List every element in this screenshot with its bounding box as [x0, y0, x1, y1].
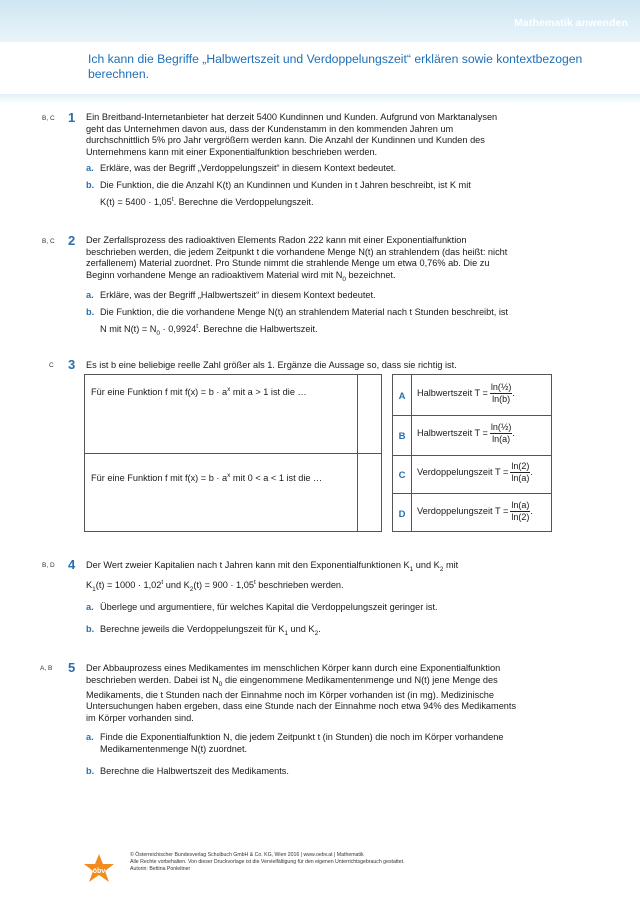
- task-5a-label: a.: [86, 732, 94, 742]
- option-a[interactable]: Halbwertszeit T = $\frac{\text{ln(½)}}{\ln(b)}$ .: [417, 382, 515, 404]
- task-4-line2: $K_1(t) = 1000 \cdot 1,02^t$ und $K_2(t) = 900 \cdot 1,05^t$ beschrieben werden.: [86, 579, 344, 593]
- task-1b-formula: $K(t) = 5400 \cdot 1,05^t$. Berechne die Verdoppelungszeit.: [100, 196, 314, 208]
- task-5-tags: A, B: [40, 665, 53, 672]
- task-5a-text: Finde die Exponentialfunktion N, die jedem Zeitpunkt t (in Stunden) die noch im Körper vorhandene Medikamentenmenge N(t) zuordnet.: [100, 732, 504, 754]
- task-2-tags: B, C: [42, 238, 55, 245]
- task-2b-formula: N mit $N(t) = N_0 \cdot 0,9924^t$. Berechne die Halbwertszeit.: [100, 323, 318, 337]
- task-3-tags: C: [49, 362, 54, 369]
- answer-slot-1[interactable]: [362, 379, 376, 449]
- statement-2: Für eine Funktion f mit $f(x) = b \cdot a^x$ mit 0 < a < 1 ist die …: [91, 472, 323, 484]
- option-a-letter: A: [398, 391, 406, 402]
- task-1-text: Ein Breitband-Internetanbieter hat derzeit 5400 Kundinnen und Kunden. Aufgrund von Marktanalysen geht das Unternehmen davon aus, dass der Kundenstamm in den kommenden Jahren um durchschnittlich 5% pro Jahr vergrößern werden kann. Die Anzahl der Kundinnen und Kunden des Unternehmens kann mit einer Exponentialfunktion beschrieben werden.: [86, 112, 498, 157]
- option-d-letter: D: [398, 509, 406, 520]
- task-5-number: 5: [68, 660, 76, 675]
- task-4b-text: Berechne jeweils die Verdoppelungszeit für $K_1$ und $K_2$.: [100, 624, 321, 637]
- header-label: Mathematik anwenden: [514, 17, 628, 29]
- answer-slot-2[interactable]: [362, 458, 376, 528]
- task-4a-text: Überlege und argumentiere, für welches Kapital die Verdoppelungszeit geringer ist.: [100, 602, 438, 612]
- option-c-letter: C: [398, 470, 406, 481]
- task-4-line1: Der Wert zweier Kapitalien nach t Jahren kann mit den Exponentialfunktionen $K_1$ und $K_2$ mit: [86, 560, 459, 573]
- task-2b-text: Die Funktion, die die vorhandene Menge N(t) an strahlendem Material nach t Stunden beschreibt, ist: [100, 307, 509, 317]
- task-2-number: 2: [68, 233, 76, 248]
- option-c[interactable]: Verdoppelungszeit T = $\frac{\ln(2)}{\ln(a)}$ .: [417, 461, 533, 483]
- task-1-number: 1: [68, 110, 76, 125]
- separator-band: [0, 94, 640, 104]
- task-1a-label: a.: [86, 163, 94, 173]
- task-2b-label: b.: [86, 307, 95, 317]
- task-3-text: Es ist b eine beliebige reelle Zahl größer als 1. Ergänze die Aussage so, dass sie richtig ist.: [86, 360, 457, 370]
- task-1b-label: b.: [86, 180, 95, 190]
- task-5b-text: Berechne die Halbwertszeit des Medikaments.: [100, 766, 289, 776]
- learning-goal: Ich kann die Begriffe „Halbwertszeit und Verdoppelungszeit“ erklären sowie kontextbezogen berechnen.: [88, 52, 583, 81]
- option-b[interactable]: Halbwertszeit T = $\frac{\text{ln(½)}}{\ln(a)}$ .: [417, 422, 515, 444]
- footer: © Österreichischer Bundesverlag Schulbuch GmbH & Co. KG, Wien 2016 | www.oebv.at | Mathematik Alle Rechte vorbehalten. Von dieser Druckvorlage ist die Vervielfältigung für den eigenen Unterrichtsgebrauch gestattet. Autorin: Bettina Ponleitner: [130, 852, 405, 872]
- task-4b-label: b.: [86, 624, 95, 634]
- task-1b-text: Die Funktion, die die Anzahl K(t) an Kundinnen und Kunden in t Jahren beschreibt, ist K mit: [100, 180, 471, 190]
- logo-text: öbv: [92, 868, 106, 875]
- task-2-text: Der Zerfallsprozess des radioaktiven Elements Radon 222 kann mit einer Exponentialfunktion beschrieben werden, die jedem Zeitpunkt t die vorhandene Menge N(t) an strahlendem (das heißt: nicht zerfallenem) Material zuordnet. Pro Stunde nimmt die strahlende Menge um etwa 0,76% ab. Die zu Beginn vorhandene Menge an radioaktivem Material wird mit $N_0$ bezeichnet.: [86, 235, 508, 283]
- task-5-text: Der Abbauprozess eines Medikamentes im menschlichen Körper kann durch eine Exponentialfunktion beschrieben werden. Dabei ist $N_0$ die eingenommene Medikamentenmenge und N(t) jene Menge des Medikaments, die t Stunden nach der Einnahme noch im Körper vorhanden ist (in mg). Medizinische Untersuchungen haben ergeben, dass eine Stunde nach der Einnahme noch etwa 94% des Medikaments im Körper vorhanden sind.: [86, 663, 517, 723]
- task-2a-text: Erkläre, was der Begriff „Halbwertszeit“ in diesem Kontext bedeutet.: [100, 290, 376, 300]
- header-band: [0, 0, 640, 42]
- statement-box: [84, 374, 382, 532]
- task-4a-label: a.: [86, 602, 94, 612]
- options-grid: [392, 374, 552, 532]
- option-d[interactable]: Verdoppelungszeit T = $\frac{\ln(a)}{\ln(2)}$ .: [417, 500, 533, 522]
- task-1-tags: B, C: [42, 115, 55, 122]
- task-5b-label: b.: [86, 766, 95, 776]
- option-b-letter: B: [398, 431, 406, 442]
- task-4-number: 4: [68, 557, 76, 572]
- task-4-tags: B, D: [42, 562, 55, 569]
- statement-1: Für eine Funktion f mit $f(x) = b \cdot a^x$ mit a > 1 ist die …: [91, 386, 307, 398]
- task-2a-label: a.: [86, 290, 94, 300]
- task-3-number: 3: [68, 357, 76, 372]
- publisher-logo: [82, 852, 116, 890]
- task-1a-text: Erkläre, was der Begriff „Verdoppelungszeit“ in diesem Kontext bedeutet.: [100, 163, 397, 173]
